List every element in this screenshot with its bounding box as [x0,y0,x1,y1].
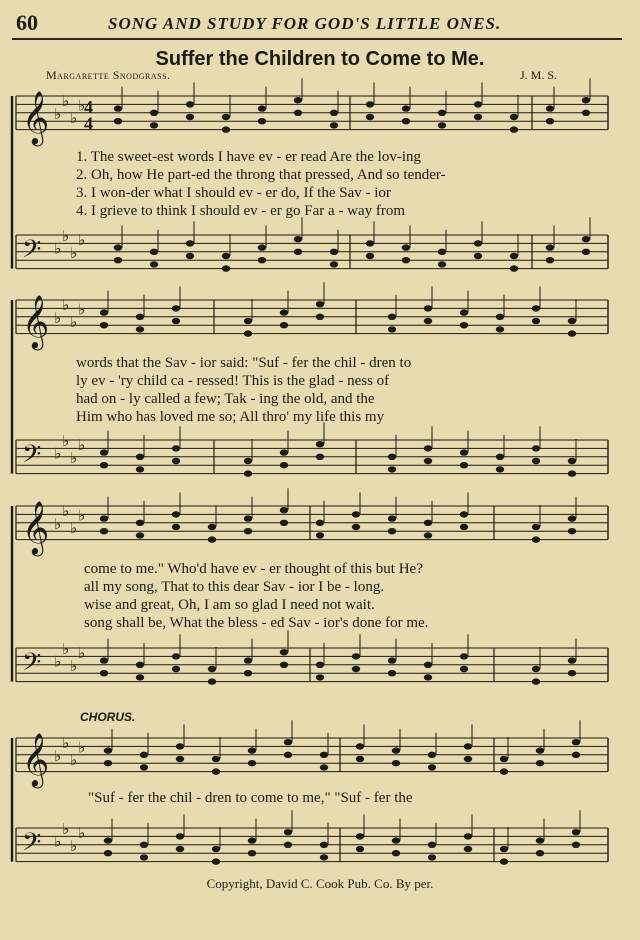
notehead [100,670,108,676]
notehead [212,846,220,852]
notehead [316,441,324,447]
notehead [136,520,144,526]
notehead [320,842,328,848]
notehead [150,122,158,128]
notehead [258,105,266,111]
treble-clef-icon: 𝄞 [22,293,50,348]
notehead [100,462,108,468]
notehead [176,833,184,839]
notehead [150,110,158,116]
notehead [464,846,472,852]
notehead [460,322,468,328]
lyric-verse-3-line-3: wise and great, Oh, I am so glad I need not wait. [84,597,375,613]
flat-sign-icon: ♭ [62,92,70,111]
notehead [136,674,144,680]
notehead [366,240,374,246]
notehead [186,253,194,259]
notehead [320,752,328,758]
notehead [464,833,472,839]
notehead [316,662,324,668]
flat-sign-icon: ♭ [78,506,86,525]
notehead [100,515,108,521]
notehead [136,314,144,320]
flat-sign-icon: ♭ [78,824,86,843]
notehead [424,458,432,464]
flat-sign-icon: ♭ [70,109,78,127]
flat-sign-icon: ♭ [70,656,78,675]
notehead [438,110,446,116]
notehead [532,536,540,542]
notehead [460,309,468,315]
flat-sign-icon: ♭ [54,514,62,533]
notehead [284,739,292,745]
notehead [424,445,432,451]
notehead [474,253,482,259]
flat-sign-icon: ♭ [70,243,78,262]
notehead [568,528,576,534]
flat-sign-icon: ♭ [62,640,70,658]
notehead [356,833,364,839]
flat-sign-icon: ♭ [78,300,86,319]
flat-sign-icon: ♭ [62,227,70,245]
lyric-verse-4-line-1: 4. I grieve to think I should ev - er go Far a - way from [76,203,406,219]
notehead [208,678,216,684]
notehead [428,764,436,770]
treble-clef-icon: 𝄞 [22,89,50,144]
notehead [352,511,360,517]
notehead [496,454,504,460]
notehead [284,842,292,848]
notehead [280,309,288,315]
flat-sign-icon: ♭ [54,832,62,851]
notehead [104,837,112,843]
lyric-verse-4-line-2: Him who has loved me so; All thro' my life this my [76,409,385,425]
flat-sign-icon: ♭ [54,308,62,327]
notehead [258,118,266,124]
notehead [248,837,256,843]
notehead [316,314,324,320]
notehead [136,326,144,332]
notehead [536,837,544,843]
notehead [500,858,508,864]
notehead [568,670,576,676]
notehead [424,662,432,668]
notehead [330,261,338,267]
notehead [186,240,194,246]
treble-clef-icon: 𝄞 [22,499,50,554]
notehead [510,126,518,132]
time-signature: 4 [84,96,93,117]
notehead [572,829,580,835]
notehead [366,253,374,259]
notehead [316,532,324,538]
notehead [388,657,396,663]
notehead [244,515,252,521]
notehead [244,470,252,476]
notehead [536,747,544,753]
treble-clef-icon: 𝄞 [22,731,50,786]
notehead [510,114,518,120]
notehead [500,756,508,762]
notehead [388,670,396,676]
notehead [460,666,468,672]
notehead [136,454,144,460]
notehead [582,249,590,255]
notehead [438,261,446,267]
notehead [244,657,252,663]
notehead [356,756,364,762]
notehead [172,524,180,530]
notehead [352,666,360,672]
lyric-verse-4-line-3: song shall be, What the bless - ed Sav - ior's done for me. [84,615,429,631]
notehead [532,524,540,530]
notehead [172,511,180,517]
notehead [424,520,432,526]
notehead [402,118,410,124]
notehead [402,105,410,111]
notehead [140,764,148,770]
notehead [294,236,302,242]
flat-sign-icon: ♭ [62,820,70,838]
notehead [546,257,554,263]
flat-sign-icon: ♭ [78,96,86,115]
notehead [500,846,508,852]
notehead [258,257,266,263]
notehead [244,670,252,676]
notehead [496,314,504,320]
notehead [294,249,302,255]
notehead [568,657,576,663]
notehead [424,318,432,324]
notehead [388,515,396,521]
flat-sign-icon: ♭ [54,104,62,123]
notehead [104,747,112,753]
lyric-verse-2-line-2: ly ev - 'ry child ca - ressed! This is the glad - ness of [76,373,390,389]
lyric-verse-3-line-2: had on - ly called a few; Tak - ing the old, and the [76,391,375,407]
flat-sign-icon: ♭ [54,746,62,765]
flat-sign-icon: ♭ [62,734,70,753]
notehead [140,854,148,860]
notehead [284,829,292,835]
notehead [284,752,292,758]
notehead [424,532,432,538]
notehead [100,449,108,455]
notehead [100,322,108,328]
notehead [572,752,580,758]
notehead [568,318,576,324]
notehead [150,249,158,255]
notehead [568,470,576,476]
notehead [248,850,256,856]
notehead [568,458,576,464]
notehead [474,240,482,246]
bass-clef-icon: 𝄢 [22,234,42,270]
notehead [356,743,364,749]
notehead [546,105,554,111]
flat-sign-icon: ♭ [70,448,78,467]
notehead [136,466,144,472]
notehead [114,244,122,250]
notehead [212,756,220,762]
notehead [460,524,468,530]
notehead [244,528,252,534]
notehead [510,265,518,271]
notehead [280,662,288,668]
notehead [140,752,148,758]
notehead [104,760,112,766]
notehead [392,760,400,766]
notehead [496,326,504,332]
notehead [402,244,410,250]
notehead [294,110,302,116]
chorus-label: CHORUS. [80,710,136,724]
notehead [572,842,580,848]
notehead [428,752,436,758]
notehead [104,850,112,856]
song-title: Suffer the Children to Come to Me. [155,48,485,70]
notehead [100,309,108,315]
flat-sign-icon: ♭ [70,313,78,331]
flat-sign-icon: ♭ [54,444,62,463]
notehead [536,850,544,856]
notehead [320,764,328,770]
flat-sign-icon: ♭ [54,239,62,258]
notehead [330,110,338,116]
notehead [388,454,396,460]
notehead [424,674,432,680]
notehead [222,265,230,271]
notehead [280,462,288,468]
notehead [532,305,540,311]
flat-sign-icon: ♭ [62,432,70,450]
notehead [186,114,194,120]
notehead [280,507,288,513]
notehead [316,674,324,680]
chorus-lyric-line: "Suf - fer the chil - dren to come to me," "Suf - fer the [88,790,413,806]
notehead [244,330,252,336]
notehead [352,653,360,659]
flat-sign-icon: ♭ [54,652,62,671]
notehead [392,747,400,753]
notehead [248,760,256,766]
notehead [532,458,540,464]
notehead [100,657,108,663]
notehead [460,511,468,517]
copyright-notice: Copyright, David C. Cook Pub. Co. By per. [206,876,434,891]
notehead [136,532,144,538]
page-number: 60 [16,10,38,35]
notehead [222,114,230,120]
notehead [172,318,180,324]
notehead [316,301,324,307]
notehead [460,653,468,659]
notehead [114,118,122,124]
notehead [532,445,540,451]
notehead [428,854,436,860]
lyric-verse-3-line-1: 3. I won-der what I should ev - er do, If the Sav - ior [76,185,391,201]
notehead [388,466,396,472]
notehead [474,101,482,107]
flat-sign-icon: ♭ [62,296,70,315]
lyric-verse-1-line-3: come to me." Who'd have ev - er thought of this but He? [84,561,423,577]
notehead [176,756,184,762]
notehead [428,842,436,848]
notehead [330,122,338,128]
composer-credit: J. M. S. [520,68,558,82]
notehead [294,97,302,103]
notehead [114,105,122,111]
notehead [280,449,288,455]
notehead [172,458,180,464]
bass-clef-icon: 𝄢 [22,827,42,863]
notehead [388,314,396,320]
lyric-verse-2-line-1: 2. Oh, how He part-ed the throng that pressed, And so tender- [76,167,446,183]
notehead [150,261,158,267]
notehead [474,114,482,120]
notehead [546,118,554,124]
flat-sign-icon: ♭ [78,738,86,757]
flat-sign-icon: ♭ [62,502,70,521]
notehead [438,249,446,255]
lyric-verse-2-line-3: all my song, That to this dear Sav - ior I be - long. [84,579,385,595]
notehead [536,760,544,766]
notehead [212,858,220,864]
notehead [186,101,194,107]
notehead [172,666,180,672]
notehead [208,524,216,530]
notehead [244,458,252,464]
notehead [114,257,122,263]
bass-clef-icon: 𝄢 [22,647,42,683]
notehead [280,649,288,655]
notehead [330,249,338,255]
notehead [172,305,180,311]
notehead [258,244,266,250]
notehead [438,122,446,128]
notehead [402,257,410,263]
notehead [100,528,108,534]
flat-sign-icon: ♭ [70,836,78,855]
notehead [568,515,576,521]
notehead [582,236,590,242]
flat-sign-icon: ♭ [78,644,86,663]
notehead [532,678,540,684]
notehead [460,449,468,455]
notehead [388,528,396,534]
notehead [316,520,324,526]
notehead [172,445,180,451]
notehead [388,326,396,332]
notehead [356,846,364,852]
notehead [460,462,468,468]
notehead [280,322,288,328]
flat-sign-icon: ♭ [78,231,86,250]
notehead [208,666,216,672]
flat-sign-icon: ♭ [78,436,86,455]
time-signature: 4 [84,113,93,134]
running-title: SONG AND STUDY FOR GOD'S LITTLE ONES. [108,14,502,33]
notehead [248,747,256,753]
lyricist-credit: Margarette Snodgrass. [46,68,171,82]
lyric-verse-1-line-1: 1. The sweet-est words I have ev - er read Are the lov-ing [76,149,422,165]
notehead [496,466,504,472]
notehead [140,842,148,848]
notehead [172,653,180,659]
notehead [546,244,554,250]
notehead [316,454,324,460]
notehead [222,253,230,259]
notehead [392,837,400,843]
notehead [532,318,540,324]
notehead [176,846,184,852]
notehead [280,520,288,526]
notehead [532,666,540,672]
notehead [176,743,184,749]
notehead [352,524,360,530]
flat-sign-icon: ♭ [70,751,78,769]
flat-sign-icon: ♭ [70,519,78,537]
notehead [424,305,432,311]
notehead [582,110,590,116]
notehead [510,253,518,259]
notehead [366,101,374,107]
notehead [572,739,580,745]
notehead [568,330,576,336]
notehead [500,768,508,774]
bass-clef-icon: 𝄢 [22,439,42,475]
notehead [136,662,144,668]
notehead [464,756,472,762]
notehead [222,126,230,132]
notehead [366,114,374,120]
notehead [464,743,472,749]
notehead [212,768,220,774]
lyric-verse-1-line-2: words that the Sav - ior said: "Suf - fer the chil - dren to [76,355,412,371]
notehead [392,850,400,856]
notehead [244,318,252,324]
notehead [208,536,216,542]
notehead [582,97,590,103]
notehead [320,854,328,860]
